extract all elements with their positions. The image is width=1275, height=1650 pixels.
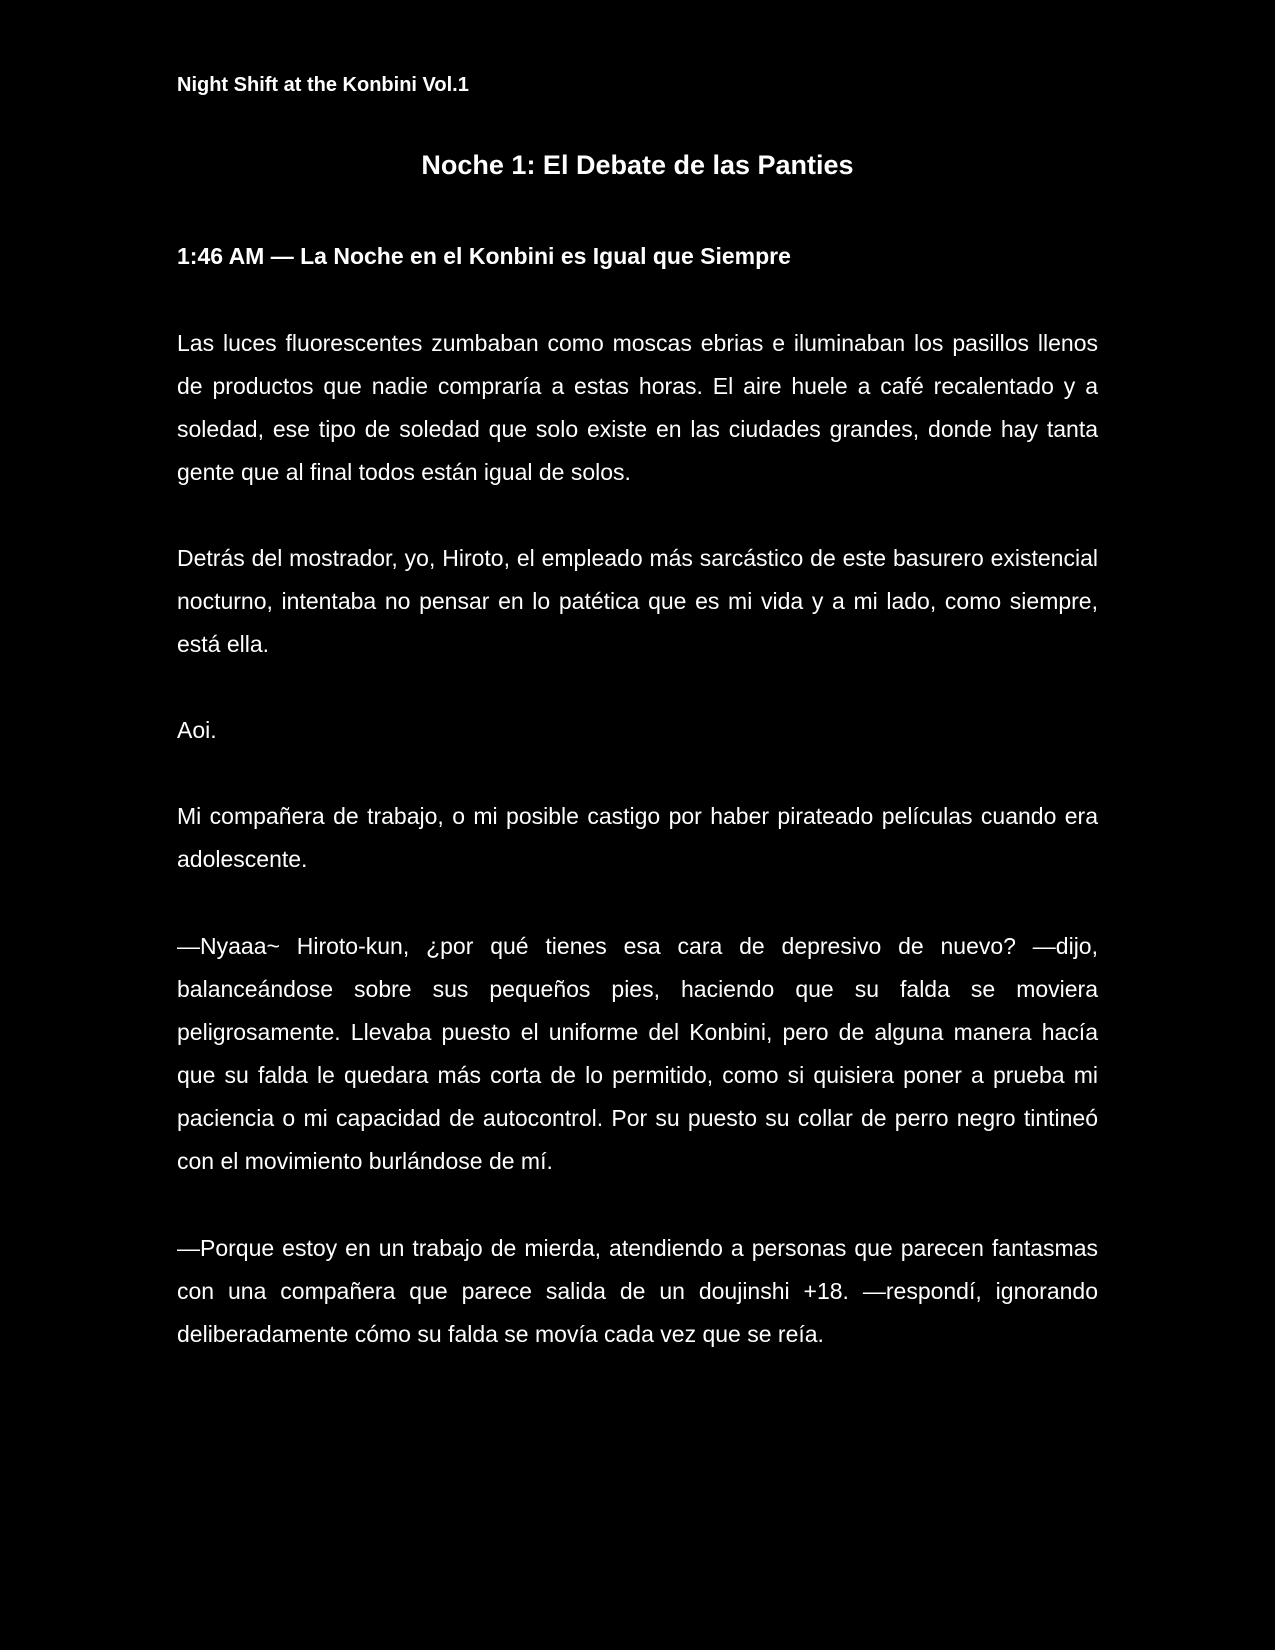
paragraph: —Porque estoy en un trabajo de mierda, atendiendo a personas que parecen fantasmas con una compañera que parece salida de un doujinshi +18. —respondí, ignorando deliberadamente cómo su falda se movía cada vez que se reía. [177,1235,1098,1347]
paragraph: Mi compañera de trabajo, o mi posible castigo por haber pirateado películas cuando era adolescente. [177,803,1098,872]
running-header: Night Shift at the Konbini Vol.1 [177,74,469,96]
paragraph: Las luces fluorescentes zumbaban como moscas ebrias e iluminaban los pasillos llenos de productos que nadie compraría a estas horas. El aire huele a café recalentado y a soledad, ese tipo de soledad que solo existe en las ciudades grandes, donde hay tanta gente que al final todos están igual de solos. [177,330,1098,485]
paragraph: Detrás del mostrador, yo, Hiroto, el empleado más sarcástico de este basurero existencial nocturno, intentaba no pensar en lo patética que es mi vida y a mi lado, como siempre, está ella. [177,545,1098,657]
chapter-title: Noche 1: El Debate de las Panties [421,150,854,180]
paragraph: Aoi. [177,717,217,743]
paragraph: —Nyaaa~ Hiroto-kun, ¿por qué tienes esa cara de depresivo de nuevo? —dijo, balanceándose sobre sus pequeños pies, haciendo que su falda se moviera peligrosamente. Llevaba puesto el uniforme del Konbini, pero de alguna manera hacía que su falda le quedara más corta de lo permitido, como si quisiera poner a prueba mi paciencia o mi capacidad de autocontrol. Por su puesto su collar de perro negro tintineó con el movimiento burlándose de mí. [177,933,1098,1174]
section-heading: 1:46 AM — La Noche en el Konbini es Igual que Siempre [177,243,791,269]
